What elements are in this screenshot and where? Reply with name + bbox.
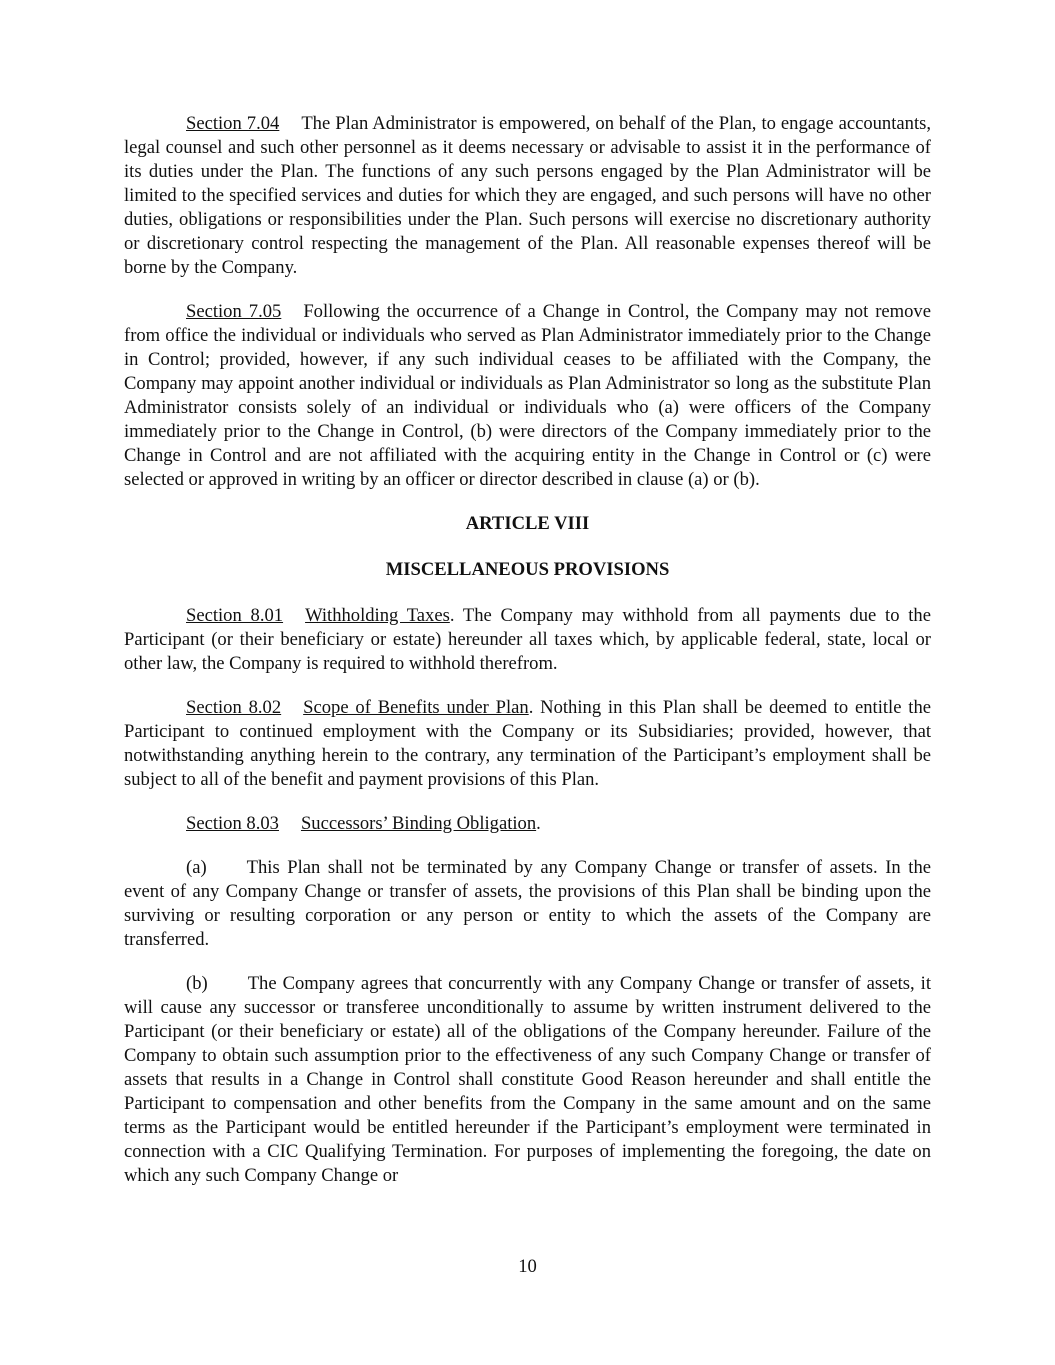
section-ref: Section 8.03 bbox=[186, 813, 279, 834]
section-title: Withholding Taxes bbox=[305, 605, 450, 626]
section-ref: Section 8.02 bbox=[186, 697, 282, 718]
section-title: Successors’ Binding Obligation bbox=[300, 813, 537, 834]
article-title: MISCELLANEOUS PROVISIONS bbox=[385, 559, 670, 580]
section-text: The Plan Administrator is empowered, on behalf of the Plan, to engage accountants, legal counsel and such other personnel as it deems necessary or advisable to assist it in the performance of its duties under the Plan. The functions of any such persons engaged by the Plan Administrator will be limited to the specified services and duties for which they are engaged, and such persons will have no other duties, obligations or responsibilities under the Plan. Such persons will exercise no discretionary authority or discretionary control respecting the management of the Plan. All reasonable expenses thereof will be borne by the Company. bbox=[124, 113, 931, 278]
section-text: . The Company may withhold from all payments due to the Participant (or their beneficiary or estate) hereunder all taxes which, by applicable federal, state, local or other law, the Company is required to withhold therefrom. bbox=[124, 605, 931, 674]
section-8-01 bbox=[124, 604, 931, 676]
section-7-05 bbox=[124, 300, 931, 492]
section-ref: Section 7.05 bbox=[186, 301, 282, 322]
section-8-02 bbox=[124, 696, 931, 792]
section-8-03-b bbox=[124, 972, 931, 1188]
section-ref: Section 8.01 bbox=[186, 605, 284, 626]
section-8-03 bbox=[124, 812, 931, 836]
section-ref: Section 7.04 bbox=[186, 113, 280, 134]
clause-label: (a) bbox=[186, 857, 207, 878]
section-text: . Nothing in this Plan shall be deemed to entitle the Participant to continued employment with the Company or its Subsidiaries; provided, however, that notwithstanding anything herein to the contrary, any termination of the Participant’s employment shall be subject to all of the benefit and payment provisions of this Plan. bbox=[124, 697, 931, 790]
section-text: . bbox=[536, 813, 541, 834]
section-8-03-a bbox=[124, 856, 931, 952]
page-number: 10 bbox=[518, 1256, 537, 1277]
article-number: ARTICLE VIII bbox=[465, 513, 590, 534]
section-text: Following the occurrence of a Change in Control, the Company may not remove from office the individual or individuals who served as Plan Administrator immediately prior to the Change in Control; provided, however, if any such individual ceases to be affiliated with the Company, the Company may appoint another individual or individuals as Plan Administrator so long as the substitute Plan Administrator consists solely of an individual or individuals who (a) were officers of the Company immediately prior to the Change in Control, (b) were directors of the Company immediately prior to the Change in Control and are not affiliated with the acquiring entity in the Change in Control or (c) were selected or approved in writing by an officer or director described in clause (a) or (b). bbox=[124, 301, 931, 490]
section-7-04 bbox=[124, 112, 931, 280]
clause-label: (b) bbox=[186, 973, 208, 994]
clause-text: The Company agrees that concurrently with any Company Change or transfer of assets, it will cause any successor or transferee unconditionally to assume by written instrument delivered to the Participant (or their beneficiary or estate) all of the obligations of the Company hereunder. Failure of the Company to obtain such assumption prior to the effectiveness of any such Company Change or transfer of assets that results in a Change in Control shall constitute Good Reason hereunder and shall entitle the Participant to compensation and other benefits from the Company in the same amount and on the same terms as the Participant would be entitled hereunder if the Participant’s employment were terminated in connection with a CIC Qualifying Termination. For purposes of implementing the foregoing, the date on which any such Company Change or bbox=[124, 973, 931, 1186]
document-page bbox=[124, 112, 931, 1188]
section-title: Scope of Benefits under Plan bbox=[303, 697, 529, 718]
clause-text: This Plan shall not be terminated by any Company Change or transfer of assets. In the event of any Company Change or transfer of assets, the provisions of this Plan shall be binding upon the surviving or resulting corporation or any person or entity to which the assets of the Company are transferred. bbox=[124, 857, 931, 950]
